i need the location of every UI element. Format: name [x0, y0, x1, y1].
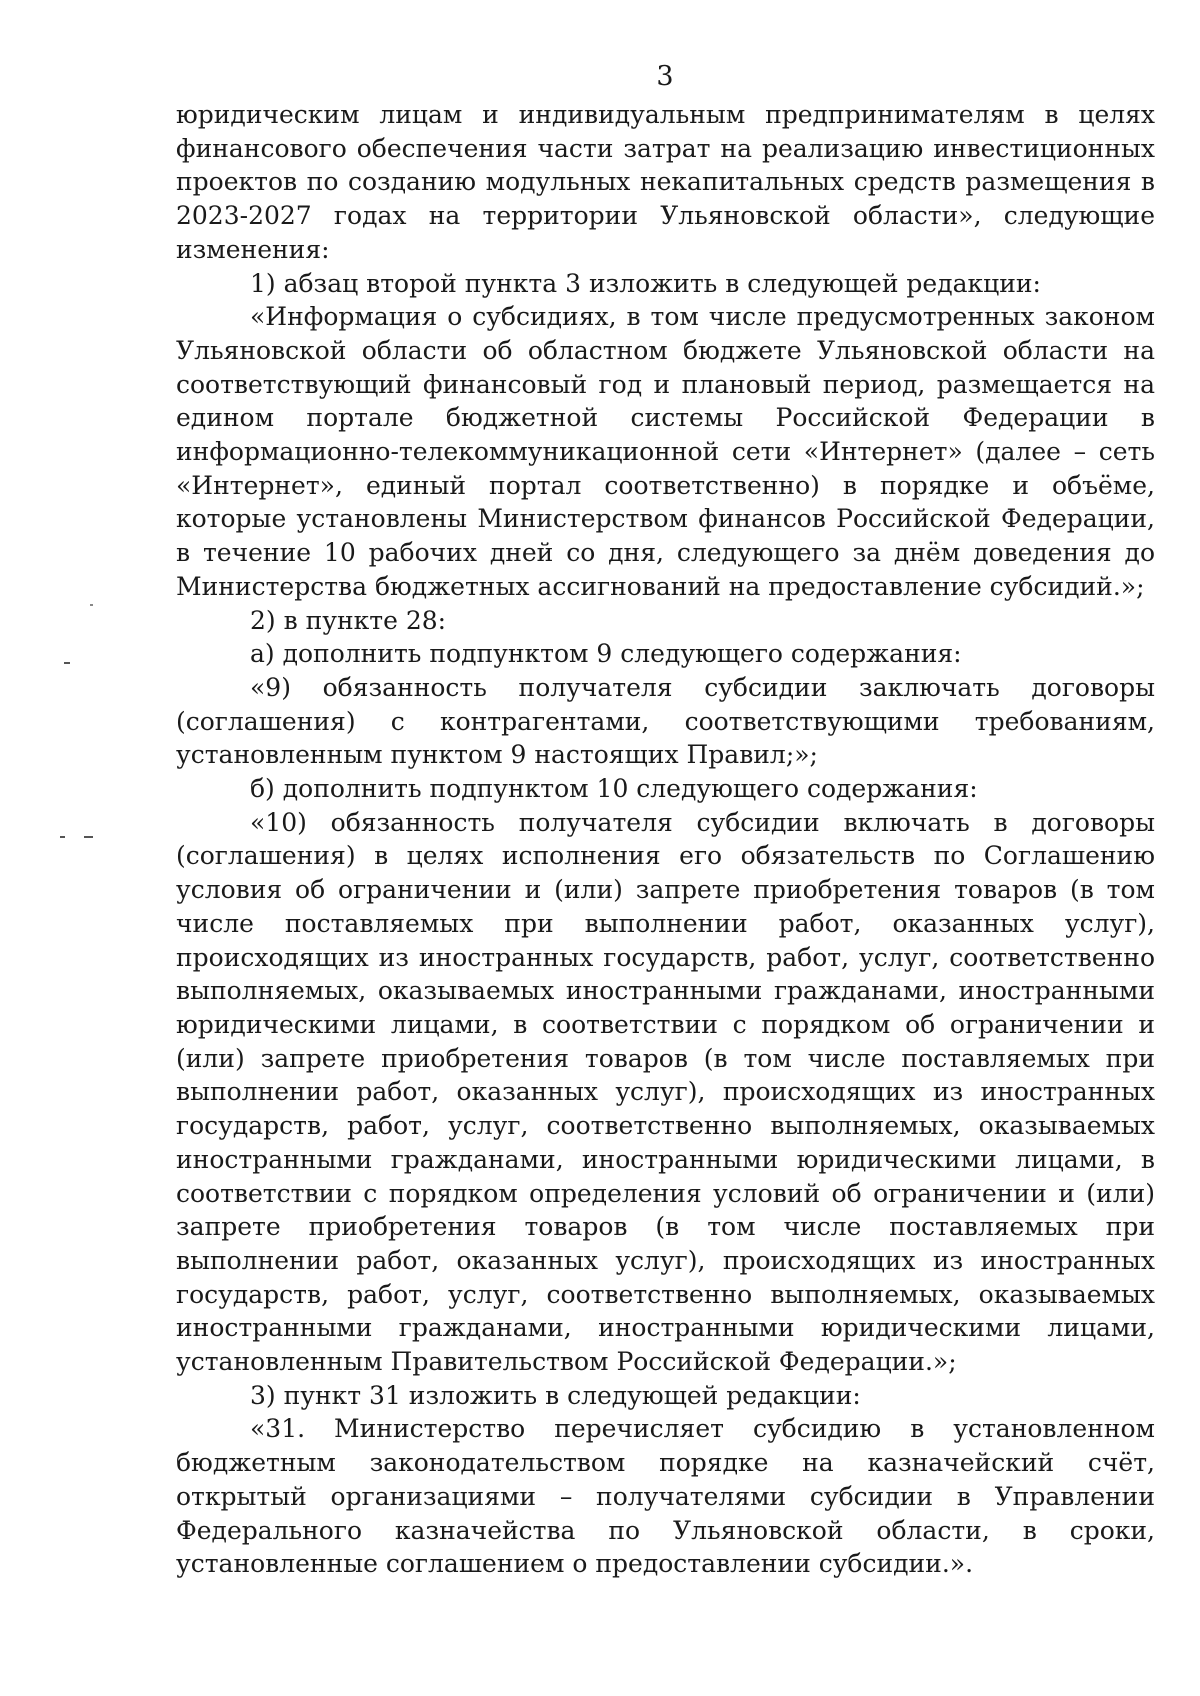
- item-2b-heading: б) дополнить подпунктом 10 следующего содержания:: [250, 774, 978, 804]
- item-2a-text: «9) обязанность получателя субсидии заключать договоры (соглашения) с контрагентами, соответствующими требованиям, установленным пунктом 9 настоящих Правил;»;: [176, 672, 1155, 770]
- item-2-heading: 2) в пункте 28:: [250, 605, 447, 635]
- item-3-text: «31. Министерство перечисляет субсидию в установленном бюджетным законодательством порядке на казначейский счёт, открытый организациями – получателями субсидии в Управлении Федерального казначейства по Ульяновской области, в сроки, установленные соглашением о предоставлении субсидии.».: [176, 1414, 1155, 1579]
- item-1-heading: 1) абзац второй пункта 3 изложить в следующей редакции:: [250, 268, 1041, 298]
- item-2a-heading: а) дополнить подпунктом 9 следующего содержания:: [250, 639, 962, 669]
- intro-paragraph: юридическим лицам и индивидуальным предпринимателям в целях финансового обеспечения части затрат на реализацию инвестиционных проектов по созданию модульных некапитальных средств размещения в 2023-2027 годах на территории Ульяновской области», следующие изменения:: [176, 100, 1155, 264]
- scan-mark: [84, 836, 93, 838]
- scan-mark: [64, 662, 70, 664]
- document-body: [176, 98, 1155, 1581]
- page-number: 3: [656, 61, 674, 92]
- scan-mark: [90, 604, 93, 606]
- item-2b-text: «10) обязанность получателя субсидии включать в договоры (соглашения) в целях исполнения его обязательств по Соглашению условия об ограничении и (или) запрете приобретения товаров (в том числе поставляемых при выполнении работ, оказанных услуг), происходящих из иностранных государств, работ, услуг, соответственно выполняемых, оказываемых иностранными гражданами, иностранными юридическими лицами, в соответствии с порядком об ограничении и (или) запрете приобретения товаров (в том числе поставляемых при выполнении работ, оказанных услуг), происходящих из иностранных государств, работ, услуг, соответственно выполняемых, оказываемых иностранными гражданами, иностранными юридическими лицами, в соответствии с порядком определения условий об ограничении и (или) запрете приобретения товаров (в том числе поставляемых при выполнении работ, оказанных услуг), происходящих из иностранных государств, работ, услуг, соответственно выполняемых, оказываемых иностранными гражданами, иностранными юридическими лицами, установленным Правительством Российской Федерации.»;: [176, 807, 1155, 1377]
- scan-mark: [60, 836, 65, 838]
- item-3-heading: 3) пункт 31 изложить в следующей редакции:: [250, 1380, 861, 1410]
- item-1-text: «Информация о субсидиях, в том числе предусмотренных законом Ульяновской области об областном бюджете Ульяновской области на соответствующий финансовый год и плановый период, размещается на едином портале бюджетной системы Российской Федерации в информационно-телекоммуникационной сети «Интернет» (далее – сеть «Интернет», единый портал соответственно) в порядке и объёме, которые установлены Министерством финансов Российской Федерации, в течение 10 рабочих дней со дня, следующего за днём доведения до Министерства бюджетных ассигнований на предоставление субсидий.»;: [176, 302, 1155, 601]
